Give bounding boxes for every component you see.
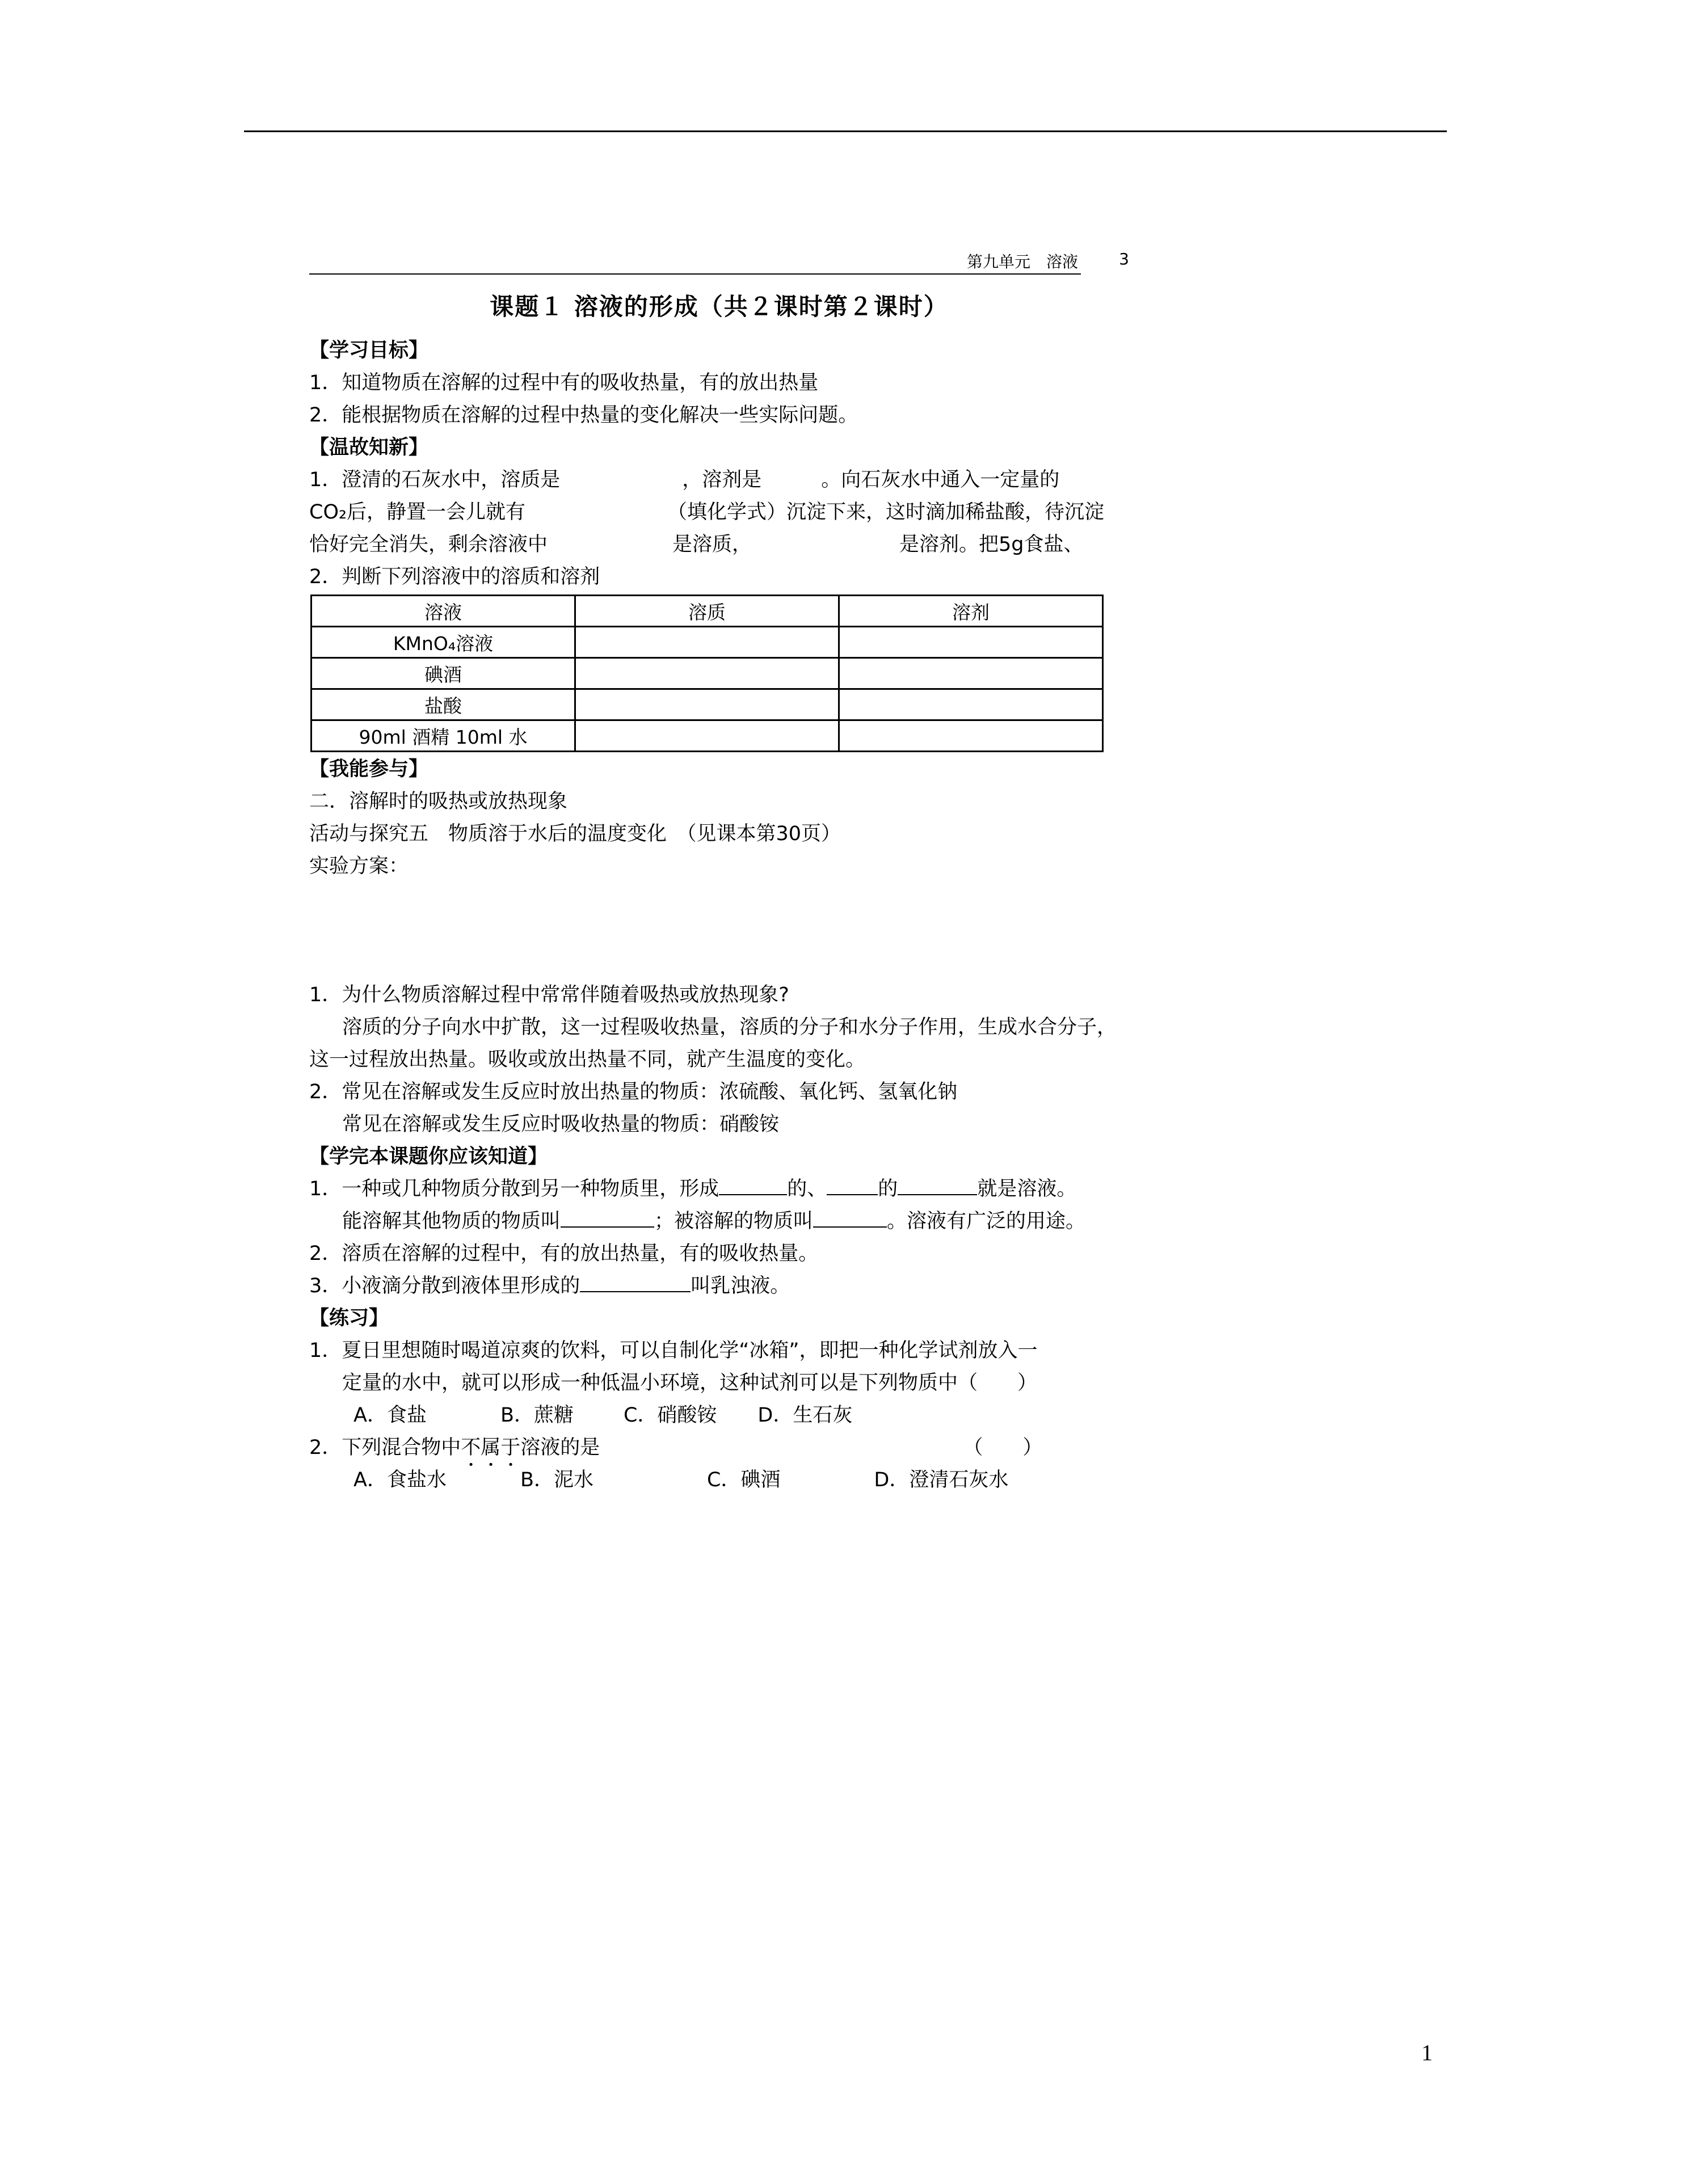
explain-endothermic: 常见在溶解或发生反应时吸收热量的物质：硝酸铵 (342, 1113, 780, 1136)
option[interactable]: A．食盐 (353, 1404, 427, 1427)
table-row (311, 720, 1103, 752)
unit-label: 第九单元 溶液 (966, 252, 1078, 271)
explain-question: 1．为什么物质溶解过程中常常伴随着吸热或放热现象? (309, 984, 789, 1006)
worksheet (309, 250, 1129, 1496)
table-header-row (311, 596, 1103, 627)
review-heading: 【温故知新】 (309, 436, 429, 459)
practice-q2-options (309, 1464, 1129, 1496)
explain-text: 溶质的分子向水中扩散，这一过程吸收热量，溶质的分子和水分子作用，生成水合分子， (342, 1016, 1117, 1039)
option[interactable]: C．碘酒 (706, 1469, 781, 1491)
practice-q1-cont: 定量的水中，就可以形成一种低温小环境，这种试剂可以是下列物质中（ ） (342, 1372, 1038, 1394)
answer-blank[interactable] (561, 1209, 654, 1228)
option[interactable]: D．生石灰 (757, 1404, 853, 1427)
running-header (309, 250, 1129, 272)
option[interactable]: A．食盐水 (353, 1469, 447, 1491)
header-rule (309, 273, 1081, 275)
emphasis-text: 不属于 (461, 1436, 521, 1459)
solute-cell[interactable] (575, 720, 839, 752)
answer-blank[interactable] (719, 1177, 787, 1195)
summary-line-1: 1．一种或几种物质分散到另一种物质里，形成 的、 的 就是溶液。 (309, 1178, 1077, 1200)
table-header-cell: 溶剂 (839, 596, 1103, 627)
goal-item: 1．知道物质在溶解的过程中有的吸收热量，有的放出热量 (309, 372, 819, 394)
practice-q1-options (309, 1399, 1129, 1432)
solute-cell[interactable] (575, 627, 839, 658)
solution-name: 盐酸 (311, 689, 575, 720)
activity-line: 活动与探究五 物质溶于水后的温度变化 （见课本第30页） (309, 823, 841, 845)
solute-cell[interactable] (575, 689, 839, 720)
top-rule (244, 130, 1447, 132)
solvent-cell[interactable] (839, 627, 1103, 658)
solution-name: KMnO₄溶液 (311, 627, 575, 658)
plan-writing-area[interactable] (309, 883, 1129, 979)
summary-heading: 【学完本课题你应该知道】 (309, 1145, 548, 1168)
participate-subheading: 二．溶解时的吸热或放热现象 (309, 790, 568, 813)
option[interactable]: C．硝酸铵 (623, 1404, 717, 1427)
table-row (311, 627, 1103, 658)
solvent-cell[interactable] (839, 658, 1103, 689)
participate-heading: 【我能参与】 (309, 758, 429, 781)
answer-blank[interactable] (827, 1177, 878, 1195)
practice-q1: 1．夏日里想随时喝道凉爽的饮料，可以自制化学“冰箱”，即把一种化学试剂放入一 (309, 1339, 1038, 1362)
summary-line-1b: 能溶解其他物质的物质叫 ；被溶解的物质叫 。溶液有广泛的用途。 (342, 1210, 1086, 1233)
header-page-number: 3 (1119, 250, 1129, 268)
option[interactable]: B．泥水 (520, 1469, 593, 1491)
answer-paren[interactable]: （ ） (963, 1436, 1043, 1459)
explain-text: 这一过程放出热量。吸收或放出热量不同，就产生温度的变化。 (309, 1048, 866, 1071)
goal-item: 2．能根据物质在溶解的过程中热量的变化解决一些实际问题。 (309, 404, 858, 427)
review-line-2: CO₂后，静置一会儿就有 （填化学式）沉淀下来，这时滴加稀盐酸，待沉淀 (309, 501, 1105, 524)
plan-label: 实验方案： (309, 855, 409, 878)
answer-blank[interactable] (813, 1209, 887, 1228)
review-question-2: 2．判断下列溶液中的溶质和溶剂 (309, 566, 600, 588)
option[interactable]: B．蔗糖 (500, 1404, 574, 1427)
summary-line-2: 2．溶质在溶解的过程中，有的放出热量，有的吸收热量。 (309, 1242, 819, 1265)
review-line-3: 恰好完全消失，剩余溶液中 是溶质， 是溶剂。把5g食盐、 (309, 533, 1084, 556)
table-row (311, 658, 1103, 689)
solvent-cell[interactable] (839, 720, 1103, 752)
answer-blank[interactable] (898, 1177, 977, 1195)
table-header-cell: 溶质 (575, 596, 839, 627)
table-header-cell: 溶液 (311, 596, 575, 627)
table-row (311, 689, 1103, 720)
solution-table (310, 595, 1104, 752)
solvent-cell[interactable] (839, 689, 1103, 720)
lesson-title: 课题１ 溶液的形成（共２课时第２课时） (490, 293, 949, 321)
page-number: 1 (1421, 2040, 1433, 2065)
explain-exothermic: 2．常见在溶解或发生反应时放出热量的物质：浓硫酸、氧化钙、氢氧化钠 (309, 1081, 958, 1103)
practice-heading: 【练习】 (309, 1307, 389, 1330)
solution-name: 90ml 酒精 10ml 水 (311, 720, 575, 752)
answer-blank[interactable] (580, 1274, 691, 1292)
review-line-1: 1．澄清的石灰水中，溶质是 ，溶剂是 。向石灰水中通入一定量的 (309, 469, 1060, 491)
option[interactable]: D．澄清石灰水 (874, 1469, 1009, 1491)
solution-name: 碘酒 (311, 658, 575, 689)
practice-q2: 2．下列混合物中不属于溶液的是 （ ） (309, 1436, 1043, 1459)
solute-cell[interactable] (575, 658, 839, 689)
summary-line-3: 3．小液滴分散到液体里形成的 叫乳浊液。 (309, 1275, 790, 1297)
goals-heading: 【学习目标】 (309, 339, 429, 362)
